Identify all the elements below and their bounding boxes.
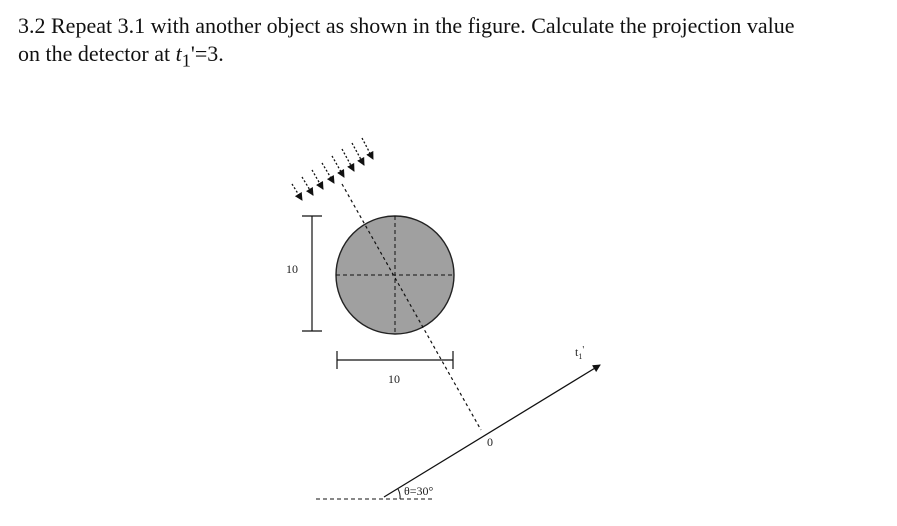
problem-line-1: 3.2 Repeat 3.1 with another object as shown in the figure. Calculate the projection value <box>18 13 795 38</box>
origin-label: 0 <box>487 435 493 449</box>
width-label: 10 <box>388 372 400 386</box>
detector-axis-symbol: t <box>575 345 579 359</box>
ray-arrow <box>292 184 302 200</box>
ray-arrow <box>352 143 364 165</box>
angle-arc <box>398 489 400 499</box>
detector-symbol-subscript: 1 <box>181 50 191 71</box>
problem-line-2-suffix: '=3. <box>190 41 224 66</box>
angle-label: θ=30° <box>404 484 434 498</box>
detector-axis-subscript: 1 <box>578 352 583 361</box>
height-dimension <box>302 216 322 331</box>
detector-axis <box>384 365 600 497</box>
height-label: 10 <box>286 262 298 276</box>
ray-arrow <box>362 138 373 159</box>
ray-arrow <box>342 149 354 171</box>
problem-line-2-prefix: on the detector at <box>18 41 176 66</box>
incident-ray-arrows <box>292 138 373 200</box>
width-dimension <box>337 351 453 369</box>
ray-arrow <box>322 163 334 183</box>
detector-axis-prime: ' <box>582 345 585 356</box>
ray-arrow <box>312 170 323 189</box>
ray-arrow <box>332 156 344 177</box>
detector-axis-label <box>575 345 584 361</box>
ray-arrow <box>302 177 313 195</box>
detector-symbol: t <box>175 41 182 66</box>
